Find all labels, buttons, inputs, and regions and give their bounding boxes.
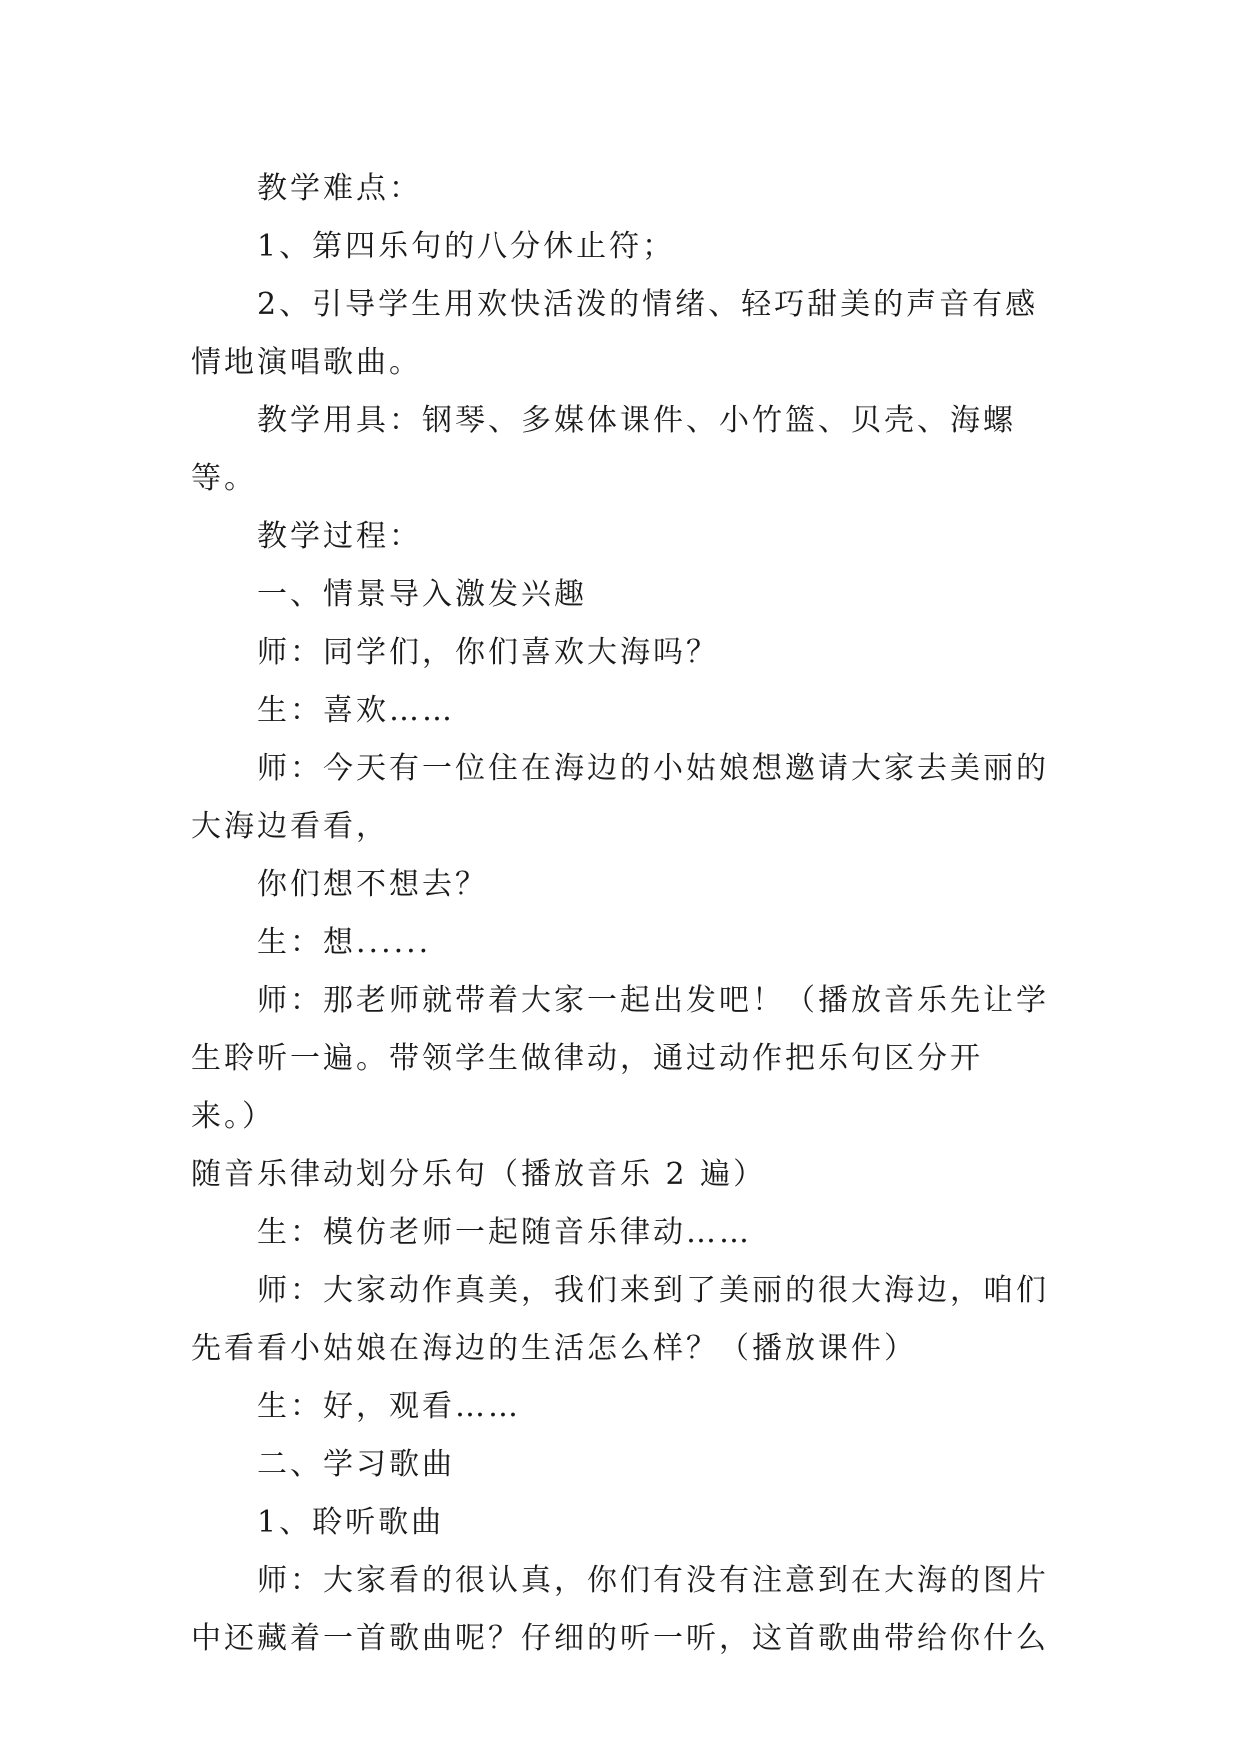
paragraph: 中还藏着一首歌曲呢？仔细的听一听，这首歌曲带给你什么 — [191, 1621, 1049, 1656]
paragraph: 教学难点： — [257, 171, 422, 206]
paragraph: 生聆听一遍。带领学生做律动，通过动作把乐句区分开来。） — [191, 1041, 983, 1134]
paragraph: 情地演唱歌曲。 — [191, 345, 422, 380]
paragraph: 生：想...... — [257, 925, 432, 960]
paragraph: 生：喜欢…… — [257, 693, 455, 728]
paragraph: 生：模仿老师一起随音乐律动…… — [257, 1215, 752, 1250]
paragraph: 2、引导学生用欢快活泼的情绪、轻巧甜美的声音有感 — [257, 287, 1039, 322]
document-body — [191, 160, 1051, 1668]
paragraph: 师：大家动作真美，我们来到了美丽的很大海边，咱们 — [257, 1273, 1049, 1308]
subsection-heading: 1、聆听歌曲 — [257, 1505, 445, 1540]
paragraph: 师：今天有一位住在海边的小姑娘想邀请大家去美丽的 — [257, 751, 1049, 786]
paragraph: 师：那老师就带着大家一起出发吧！（播放音乐先让学 — [257, 983, 1049, 1018]
paragraph: 1、第四乐句的八分休止符； — [257, 229, 676, 264]
paragraph: 教学过程： — [257, 519, 422, 554]
paragraph: 生：好，观看…… — [257, 1389, 521, 1424]
paragraph: 先看看小姑娘在海边的生活怎么样？（播放课件） — [191, 1331, 917, 1366]
paragraph: 你们想不想去？ — [257, 867, 488, 902]
paragraph: 师：大家看的很认真，你们有没有注意到在大海的图片 — [257, 1563, 1049, 1598]
section-heading: 一、情景导入激发兴趣 — [257, 577, 587, 612]
paragraph: 随音乐律动划分乐句（播放音乐 2 遍） — [191, 1157, 767, 1192]
paragraph: 大海边看看， — [191, 809, 389, 844]
paragraph: 教学用具：钢琴、多媒体课件、小竹篮、贝壳、海螺等。 — [191, 403, 1016, 496]
section-heading: 二、学习歌曲 — [257, 1447, 455, 1482]
paragraph: 师：同学们，你们喜欢大海吗？ — [257, 635, 719, 670]
